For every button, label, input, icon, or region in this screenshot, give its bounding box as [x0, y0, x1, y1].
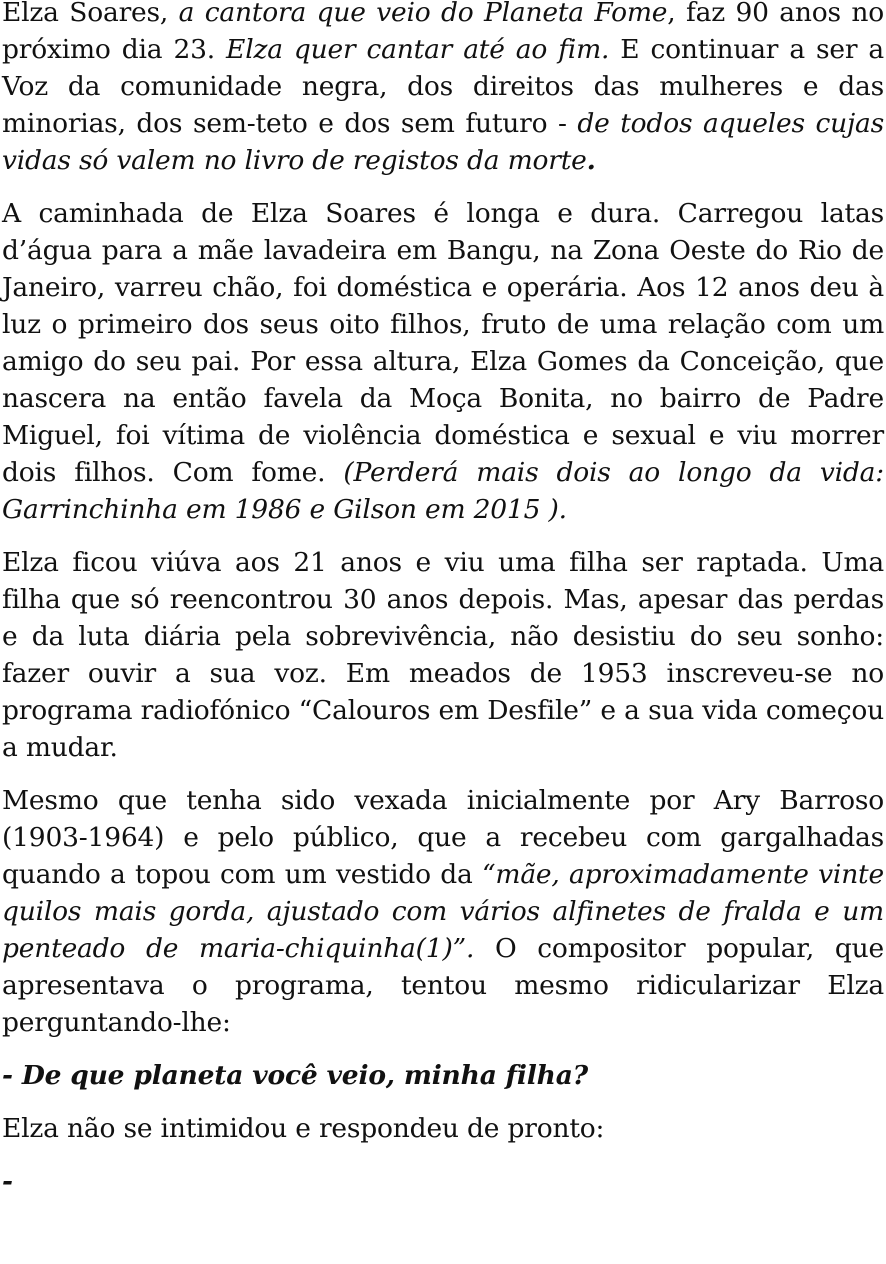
text-segment: , faz 90 anos no próximo dia 23. [2, 0, 884, 65]
text-segment-italic: Elza quer cantar até ao fim. [226, 34, 610, 65]
paragraph-intro [2, 0, 884, 179]
paragraph-question [2, 1057, 884, 1094]
document-page [2, 0, 884, 1216]
text-segment: Elza ficou viúva aos 21 anos e viu uma filha ser raptada. Uma filha que só reencontrou 30 anos depois. Mas, apesar das perdas e da luta diária pela sobrevivência, não desistiu do seu sonho: fazer ouvir a sua voz. Em meados de 1953 inscreveu-se no programa radiofónico “Calouros em Desfile” e a sua vida começou a mudar. [2, 547, 884, 763]
text-segment: Elza não se intimidou e respondeu de pronto: [2, 1113, 605, 1144]
paragraph-dash [2, 1163, 884, 1200]
paragraph-ary-barroso [2, 782, 884, 1041]
text-segment-bold-italic: . [586, 145, 596, 176]
text-segment: A caminhada de Elza Soares é longa e dura. Carregou latas d’água para a mãe lavadeira em Bangu, na Zona Oeste do Rio de Janeiro, varreu chão, foi doméstica e operária. Aos 12 anos deu à luz o primeiro dos seus oito filhos, fruto de uma relação com um amigo do seu pai. Por essa altura, Elza Gomes da Conceição, que nascera na então favela da Moça Bonita, no bairro de Padre Miguel, foi vítima de violência doméstica e sexual e viu morrer dois filhos. Com fome. [2, 198, 884, 488]
text-segment: E continuar a ser a Voz da comunidade negra, dos direitos das mulheres e das minorias, dos sem-teto e dos sem futuro - [2, 34, 884, 139]
paragraph-early-life [2, 195, 884, 528]
text-segment: Elza Soares, [2, 0, 179, 28]
text-segment-bold-italic: - De que planeta você veio, minha filha? [2, 1060, 588, 1091]
paragraph-response-intro [2, 1110, 884, 1147]
paragraph-career-start [2, 544, 884, 766]
text-segment: O compositor popular, que apresentava o programa, tentou mesmo ridicularizar Elza perguntando-lhe: [2, 933, 884, 1038]
text-segment-italic: de todos aqueles cujas vidas só valem no livro de registos da morte [2, 108, 884, 176]
text-segment-italic: “mãe, aproximadamente vinte quilos mais gorda, ajustado com vários alfinetes de fralda e um penteado de maria-chiquinha(1)”. [2, 859, 884, 964]
text-segment: Mesmo que tenha sido vexada inicialmente por Ary Barroso (1903-1964) e pelo público, que a recebeu com gargalhadas quando a topou com um vestido da [2, 785, 884, 890]
text-segment-italic: a cantora que veio do Planeta Fome [178, 0, 668, 28]
text-segment-bold-italic: - [2, 1166, 13, 1197]
text-segment-italic: (Perderá mais dois ao longo da vida: Garrinchinha em 1986 e Gilson em 2015 ). [2, 457, 884, 525]
